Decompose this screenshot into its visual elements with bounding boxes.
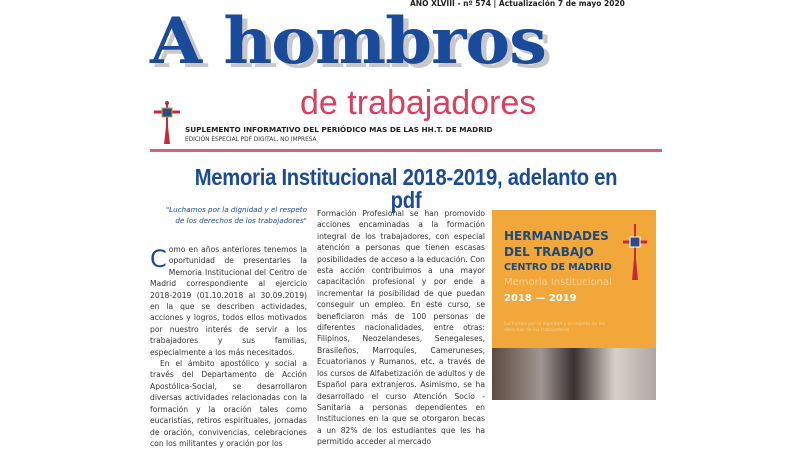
edition-line: EDICIÓN ESPECIAL PDF DIGITAL, NO IMPRESA	[185, 137, 317, 143]
hands-photo	[492, 348, 656, 400]
cover-line: Memoria Institucional	[504, 277, 612, 288]
supplement-line: SUPLEMENTO INFORMATIVO DEL PERIÓDICO MAS DE LAS HH.T. DE MADRID	[185, 125, 493, 134]
paragraph: omo en años anteriores tenemos la oportunidad de presentarles la Memoria Institucional del Centro de Madrid correspondiente al ejercicio 2018-2019 (01.10.2018 al 30.09.2019) en la que se describen actividades, acciones y logros, todos ellos motivados por nuestro interés de servir a los trabajadores y sus familias, especialmente a los más necesitados.	[150, 245, 307, 357]
cross-logo-icon	[152, 100, 182, 146]
cover-line: HERMANDADES	[504, 229, 609, 243]
paragraph: Formación Profesional se han promovido acciones encaminadas a la formación integral de los trabajadores, con especial atención a personas que tienen escasas posibilidades de acceso a la educación. Con esta acción contribuimos a una mayor capacitación profesional y por ende a incrementar la posibilidad de que puedan conseguir un empleo. En este curso, se beneficiaron más de 100 personas de diferentes nacionalidades, entre otras: Filipinos, Neozelandeses, Senegaleses, Brasileños, Marroquíes, Cameruneses, Ecuatorianos y Rumanos, etc. a través de los cursos de Alfabetización de adultos y de Español para extranjeros. Asimismo, se ha desarrollado el curso Atención Socio - Sanitaria a personas dependientes en Instituciones en la que se otorgaron becas a un 82% de los estudiantes que les ha permitido acceder al mercado	[317, 209, 485, 447]
drop-cap: C	[150, 245, 167, 273]
pull-quote: "Luchamos por la dignidad y el respeto de los derechos de los trabajadores"	[165, 205, 307, 225]
masthead-subtitle: de trabajadores	[300, 84, 537, 122]
cross-logo-icon	[622, 222, 648, 282]
issue-info: AÑO XLVIII - nº 574 | Actualización 7 de mayo 2020	[410, 0, 625, 8]
article-headline: Memoria Institucional 2018-2019, adelanto en pdf	[194, 164, 618, 213]
article-column-1	[150, 244, 307, 449]
cover-motto: Luchamos por la dignidad y el respeto de los derechos de los trabajadores	[504, 322, 605, 333]
header-divider	[150, 149, 662, 152]
article-column-2	[317, 208, 485, 448]
masthead-title: A hombros	[150, 4, 546, 79]
paragraph: En el ámbito apostólico y social a través del Departamento de Acción Apostólica-Social, se desarrollaron diversas actividades relacionadas con la formación y la oración tales como eucaristías, retiros espirituales, jornadas de oración, convivencias, celebraciones con los militantes y oración por los	[150, 359, 307, 448]
cover-line: 2018 — 2019	[504, 293, 577, 304]
report-cover-image	[492, 210, 656, 400]
cover-line: DEL TRABAJO	[504, 245, 594, 259]
cover-line: CENTRO DE MADRID	[504, 262, 612, 273]
